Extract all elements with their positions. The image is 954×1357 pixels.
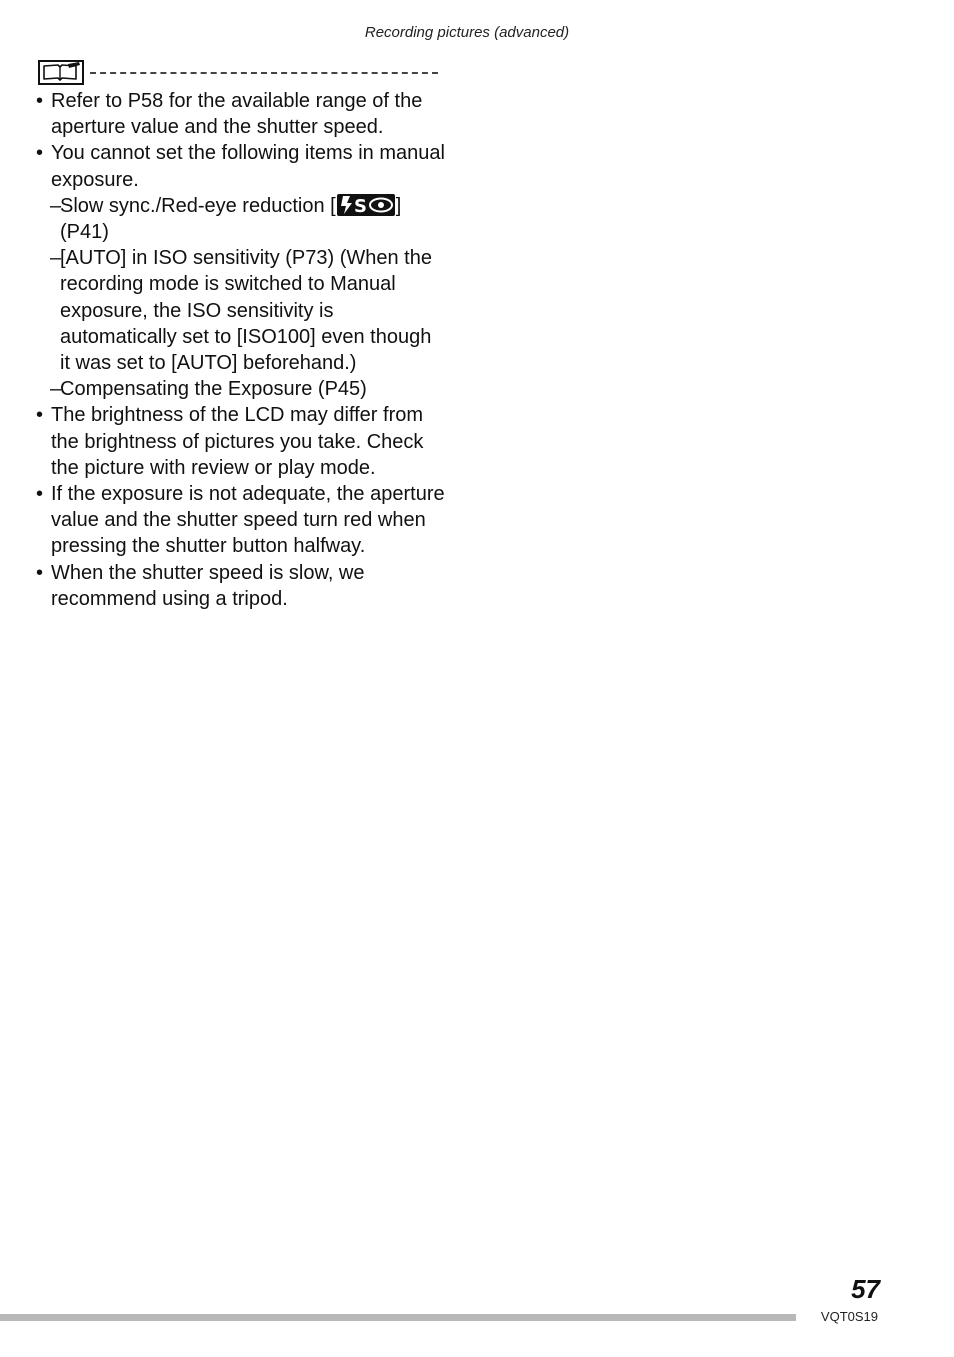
list-item-text: You cannot set the following items in manual exposure. <box>51 142 445 191</box>
page-number: 57 <box>851 1274 880 1304</box>
sub-item-text-before: Slow sync./Red-eye reduction [ <box>60 194 336 217</box>
model-code: VQT0S19 <box>820 1309 878 1324</box>
svg-text:S: S <box>353 195 367 216</box>
notes-list <box>36 88 446 612</box>
sub-list-item <box>36 245 446 376</box>
list-item-text: When the shutter speed is slow, we recommend using a tripod. <box>51 561 365 610</box>
list-item-text: If the exposure is not adequate, the aperture value and the shutter speed turn red when pressing the shutter button halfway. <box>51 483 445 558</box>
sub-list-item <box>36 376 446 402</box>
note-marker <box>38 60 438 86</box>
list-item <box>36 481 446 560</box>
sub-item-text-after: ] (P41) <box>60 194 402 244</box>
list-item <box>36 560 446 612</box>
sub-list-item <box>36 193 446 245</box>
book-note-icon <box>38 60 84 85</box>
sub-item-text: [AUTO] in ISO sensitivity (P73) (When the recording mode is switched to Manual exposure, the ISO sensitivity is automatically set to [ISO100] even though it was set to [AUTO] beforehand.) <box>60 247 432 375</box>
list-item <box>36 402 446 481</box>
sub-item-text: Compensating the Exposure (P45) <box>60 378 367 401</box>
list-item <box>36 88 446 140</box>
flash-slow-sync-red-eye-icon <box>337 194 395 216</box>
list-item-text: Refer to P58 for the available range of the aperture value and the shutter speed. <box>51 90 423 139</box>
list-item-text: The brightness of the LCD may differ from the brightness of pictures you take. Check the picture with review or play mode. <box>51 404 424 479</box>
list-item <box>36 140 446 192</box>
dashed-divider <box>90 72 438 74</box>
page-header: Recording pictures (advanced) <box>364 24 570 41</box>
footer-bar <box>0 1314 796 1321</box>
